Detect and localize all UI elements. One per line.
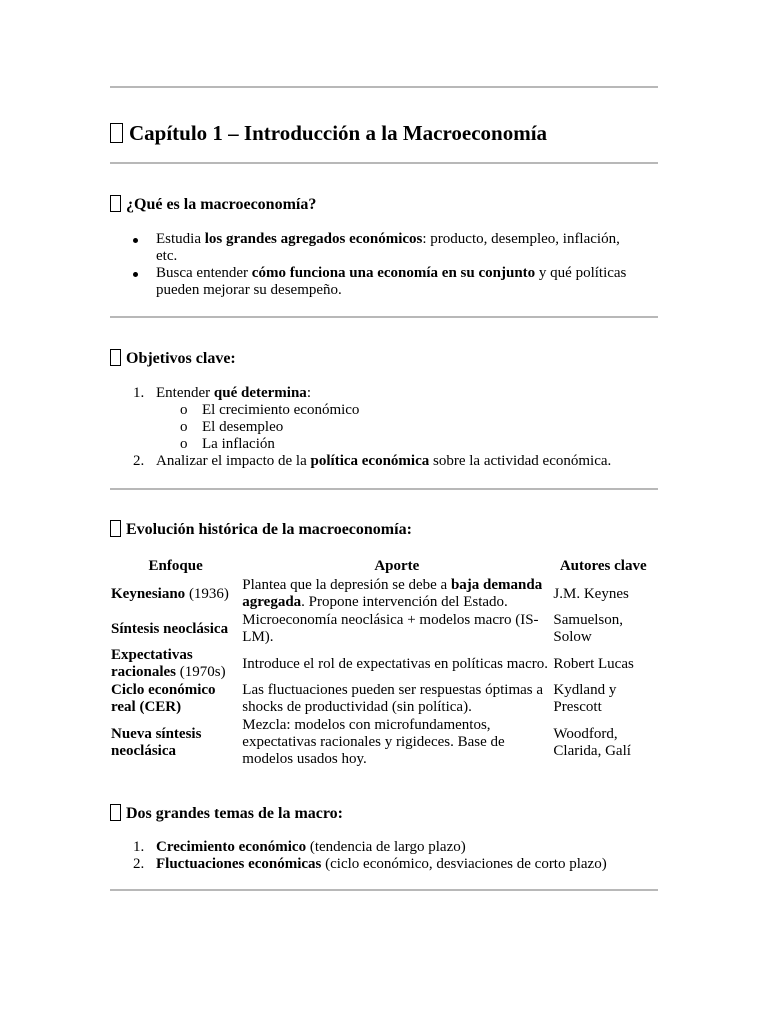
evolution-table bbox=[110, 557, 654, 769]
cell-enfoque: Expectativas racionales (1970s) bbox=[111, 647, 226, 680]
sub-list-item: o El desempleo bbox=[180, 419, 284, 435]
missing-glyph-icon bbox=[110, 804, 121, 821]
list-item: 2. Fluctuaciones económicas (ciclo económico, desviaciones de corto plazo) bbox=[133, 856, 607, 872]
numbered-list bbox=[110, 839, 658, 873]
cell-autores: J.M. Keynes bbox=[553, 585, 629, 602]
cell-autores: Robert Lucas bbox=[553, 655, 634, 672]
list-item: 1. Entender qué determina: o El crecimiento económico o El desempleo o La inflación bbox=[110, 385, 658, 453]
table-row bbox=[110, 682, 654, 717]
section-heading-dos-temas: Dos grandes temas de la macro: bbox=[110, 804, 343, 824]
cell-aporte: Introduce el rol de expectativas en políticas macro. bbox=[242, 655, 548, 672]
column-header-autores: Autores clave bbox=[559, 558, 647, 574]
page-title: Capítulo 1 – Introducción a la Macroeconomía bbox=[110, 120, 547, 146]
column-header-aporte: Aporte bbox=[374, 558, 420, 574]
section-heading-que-es: ¿Qué es la macroeconomía? bbox=[110, 195, 316, 215]
table-row bbox=[110, 647, 654, 682]
cell-enfoque: Síntesis neoclásica bbox=[111, 620, 229, 637]
section-heading-objetivos: Objetivos clave: bbox=[110, 349, 236, 369]
table-row bbox=[110, 577, 654, 612]
sub-list-item: o El crecimiento económico bbox=[180, 402, 360, 418]
table-header-row bbox=[110, 557, 654, 577]
sub-list bbox=[156, 402, 658, 453]
cell-enfoque: Keynesiano (1936) bbox=[111, 585, 229, 602]
horizontal-rule bbox=[110, 86, 658, 88]
horizontal-rule bbox=[110, 889, 658, 891]
missing-glyph-icon bbox=[110, 195, 121, 212]
cell-autores: Samuelson, Solow bbox=[553, 612, 624, 645]
cell-aporte: Microeconomía neoclásica + modelos macro (IS-LM). bbox=[242, 612, 539, 645]
cell-enfoque: Ciclo económico real (CER) bbox=[111, 682, 216, 715]
sub-list-item: o La inflación bbox=[180, 436, 275, 452]
cell-aporte: Plantea que la depresión se debe a baja demanda agregada. Propone intervención del Estado. bbox=[242, 577, 543, 610]
missing-glyph-icon bbox=[110, 123, 123, 143]
section-heading-evolucion: Evolución histórica de la macroeconomía: bbox=[110, 520, 412, 540]
list-item: Busca entender cómo funciona una economía en su conjunto y qué políticas pueden mejorar su desempeño. bbox=[110, 265, 640, 299]
missing-glyph-icon bbox=[110, 349, 121, 366]
table-row bbox=[110, 717, 654, 769]
table-row bbox=[110, 612, 654, 647]
horizontal-rule bbox=[110, 488, 658, 490]
missing-glyph-icon bbox=[110, 520, 121, 537]
list-item: 1. Crecimiento económico (tendencia de largo plazo) bbox=[133, 839, 466, 855]
bullet-list bbox=[110, 231, 640, 299]
horizontal-rule bbox=[110, 162, 658, 164]
cell-enfoque: Nueva síntesis neoclásica bbox=[111, 725, 202, 759]
column-header-enfoque: Enfoque bbox=[148, 558, 203, 574]
cell-aporte: Las fluctuaciones pueden ser respuestas óptimas a shocks de productividad (sin política). bbox=[242, 682, 544, 715]
list-item: Estudia los grandes agregados económicos: producto, desempleo, inflación, etc. bbox=[110, 231, 640, 265]
cell-autores: Kydland y Prescott bbox=[553, 682, 617, 715]
numbered-list bbox=[110, 385, 658, 470]
cell-autores: Woodford, Clarida, Galí bbox=[553, 725, 631, 759]
cell-aporte: Mezcla: modelos con microfundamentos, expectativas racionales y rigideces. Base de modelos usados hoy. bbox=[242, 717, 505, 767]
horizontal-rule bbox=[110, 316, 658, 318]
list-item: 2. Analizar el impacto de la política económica sobre la actividad económica. bbox=[133, 453, 612, 469]
